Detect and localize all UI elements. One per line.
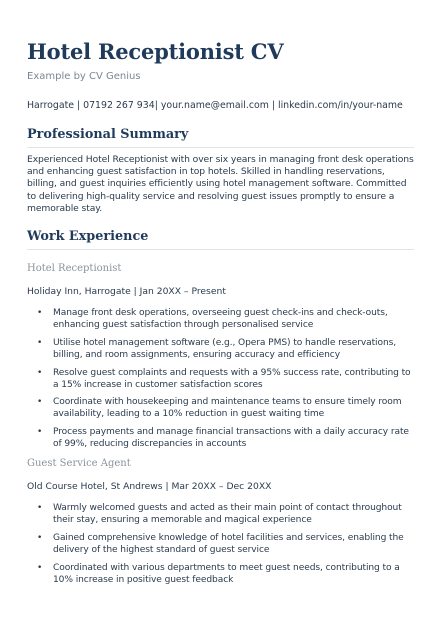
section-heading-work: Work Experience bbox=[27, 229, 149, 245]
job-bullet-list bbox=[27, 503, 414, 586]
job-bullet: • Utilise hotel management software (e.g., Opera PMS) to handle reservations, billing, and room assignments, ensuring accuracy and efficiency bbox=[27, 338, 414, 362]
section-divider bbox=[27, 249, 414, 250]
job-entry bbox=[27, 262, 414, 451]
job-title: Guest Service Agent bbox=[27, 458, 131, 470]
work-experience-section bbox=[27, 229, 414, 587]
job-bullet: • Warmly welcomed guests and acted as their main point of contact throughout their stay, ensuring a memorable and magical experience bbox=[27, 503, 414, 527]
section-divider bbox=[27, 147, 414, 148]
job-bullet-list bbox=[27, 308, 414, 451]
cv-subtitle: Example by CV Genius bbox=[27, 71, 141, 82]
job-employer-dates: Old Course Hotel, St Andrews | Mar 20XX – Dec 20XX bbox=[27, 481, 272, 493]
job-bullet: • Coordinate with housekeeping and maintenance teams to ensure timely room availability, leading to a 10% reduction in guest waiting time bbox=[27, 397, 414, 421]
job-bullet: • Process payments and manage financial transactions with a daily accuracy rate of 99%, reducing discrepancies in accounts bbox=[27, 427, 414, 451]
job-bullet: • Coordinated with various departments to meet guest needs, contributing to a 10% increase in positive guest feedback bbox=[27, 563, 414, 587]
summary-text: Experienced Hotel Receptionist with over six years in managing front desk operations and enhancing guest satisfaction in top hotels. Skilled in handling reservations, billing, and guest inquiries efficiently using hotel management software. Committed to delivering high-quality service and resolving guest issues promptly to ensure a memorable stay. bbox=[27, 154, 414, 214]
job-employer-dates: Holiday Inn, Harrogate | Jan 20XX – Present bbox=[27, 286, 226, 298]
professional-summary-section bbox=[27, 127, 414, 215]
job-entry bbox=[27, 457, 414, 586]
section-heading-summary: Professional Summary bbox=[27, 127, 189, 142]
job-bullet: • Resolve guest complaints and requests with a 95% success rate, contributing to a 15% increase in customer satisfaction scores bbox=[27, 368, 414, 392]
cv-name-heading: Hotel Receptionist CV bbox=[27, 39, 284, 64]
job-bullet: • Gained comprehensive knowledge of hotel facilities and services, enabling the delivery of the highest standard of guest service bbox=[27, 533, 414, 557]
job-title: Hotel Receptionist bbox=[27, 263, 122, 275]
contact-line: Harrogate | 07192 267 934| your.name@email.com | linkedin.com/in/your-name bbox=[27, 100, 403, 111]
job-bullet: • Manage front desk operations, overseeing guest check-ins and check-outs, enhancing guest satisfaction through personalised service bbox=[27, 308, 414, 332]
